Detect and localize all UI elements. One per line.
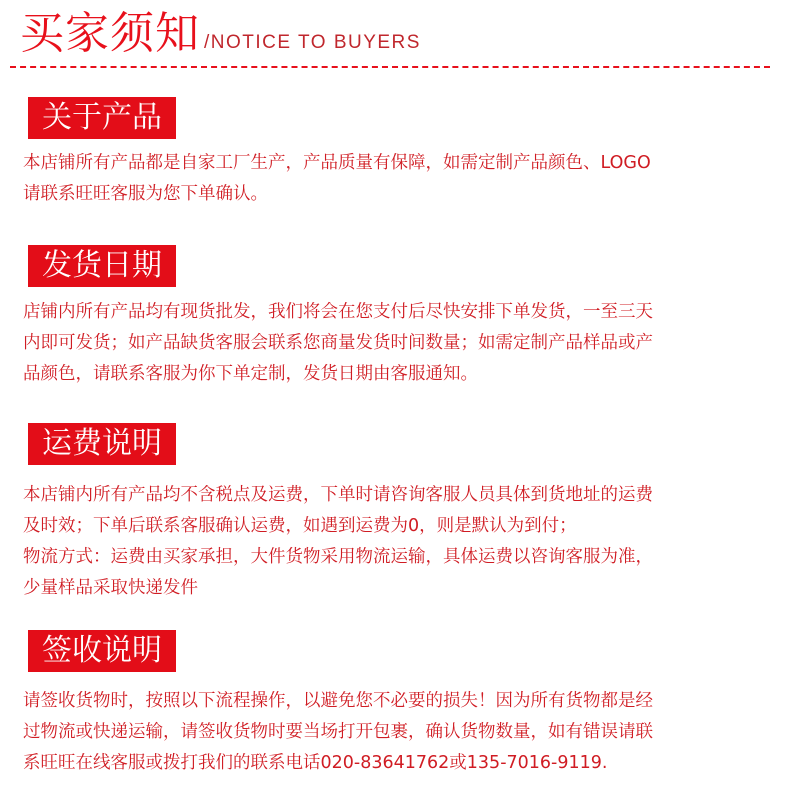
section-text-receipt xyxy=(23,686,773,779)
section-title-about-product: 关于产品 xyxy=(28,97,176,139)
text-line: 物流方式：运费由买家承担，大件货物采用物流运输，具体运费以咨询客服为准， xyxy=(23,547,653,567)
text-line: 请签收货物时，按照以下流程操作，以避免您不必要的损失！因为所有货物都是经 xyxy=(23,691,653,711)
text-line: 请联系旺旺客服为您下单确认。 xyxy=(23,184,268,204)
text-line: 本店铺内所有产品均不含税点及运费，下单时请咨询客服人员具体到货地址的运费 xyxy=(23,485,653,505)
text-line: 内即可发货；如产品缺货客服会联系您商量发货时间数量；如需定制产品样品或产 xyxy=(23,333,653,353)
header-divider xyxy=(10,66,770,68)
page-subtitle: /NOTICE TO BUYERS xyxy=(204,32,421,53)
section-title-shipping-fee: 运费说明 xyxy=(28,423,176,465)
text-line: 系旺旺在线客服或拨打我们的联系电话020-83641762或135-7016-9119. xyxy=(23,753,608,773)
section-text-about-product xyxy=(23,148,773,210)
text-line: 及时效；下单后联系客服确认运费，如遇到运费为0，则是默认为到付； xyxy=(23,516,577,536)
text-line: 过物流或快递运输，请签收货物时要当场打开包裹，确认货物数量，如有错误请联 xyxy=(23,722,653,742)
section-text-shipping-date xyxy=(23,297,773,390)
section-title-receipt: 签收说明 xyxy=(28,630,176,672)
text-line: 品颜色，请联系客服为你下单定制，发货日期由客服通知。 xyxy=(23,364,478,384)
text-line: 店铺内所有产品均有现货批发，我们将会在您支付后尽快安排下单发货，一至三天 xyxy=(23,302,653,322)
text-line: 本店铺所有产品都是自家工厂生产，产品质量有保障，如需定制产品颜色、LOGO xyxy=(23,153,651,173)
section-text-shipping-fee xyxy=(23,480,773,604)
text-line: 少量样品采取快递发件 xyxy=(23,578,198,598)
section-title-shipping-date: 发货日期 xyxy=(28,245,176,287)
page-header xyxy=(20,6,421,62)
page-title: 买家须知 xyxy=(20,8,200,59)
